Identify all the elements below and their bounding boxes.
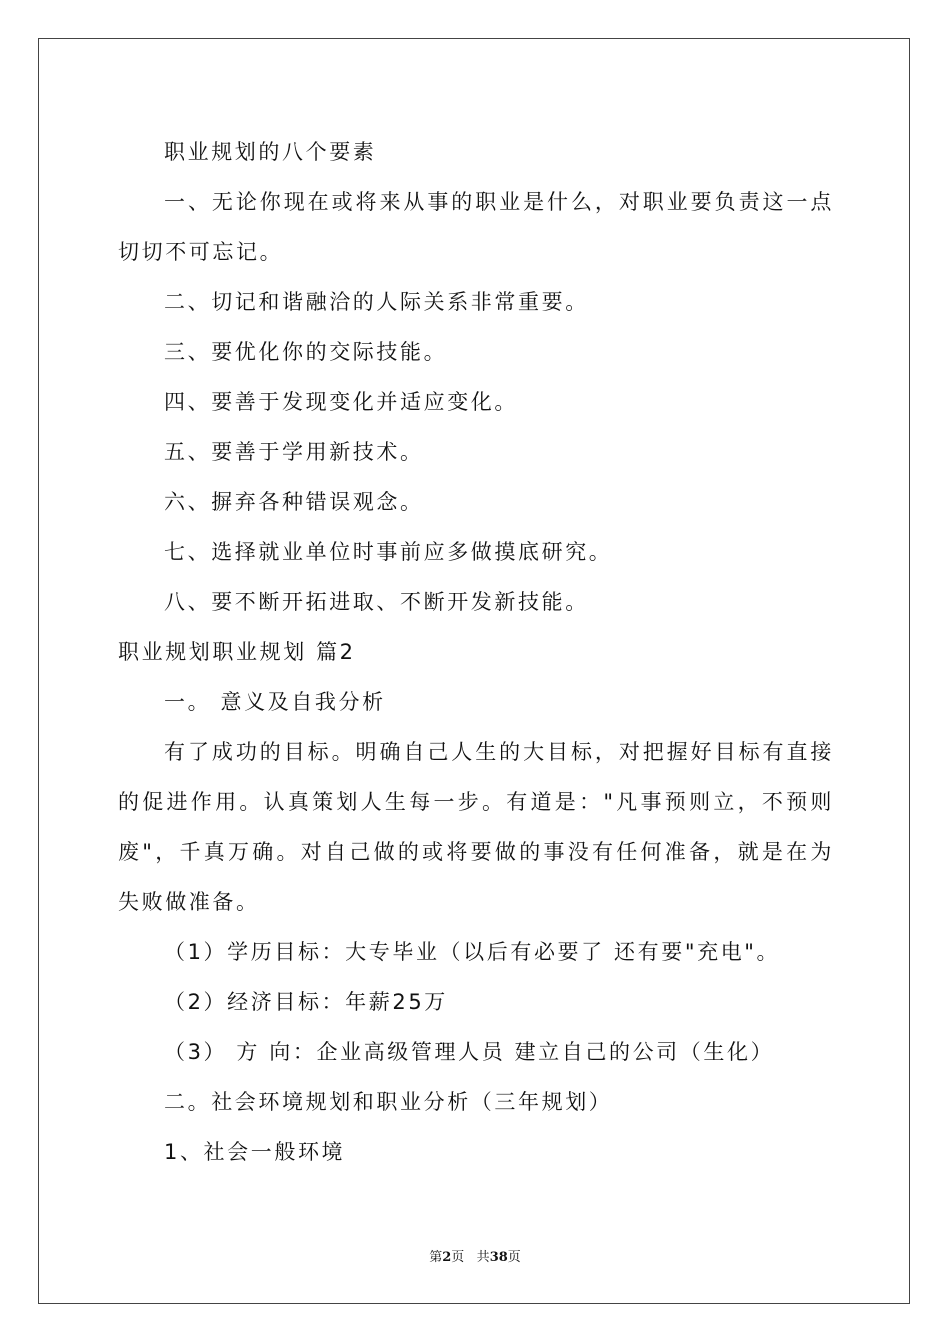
paragraph-goals: 有了成功的目标。明确自己人生的大目标，对把握好目标有直接的促进作用。认真策划人生每一步。有道是："凡事预则立，不预则废"，千真万确。对自己做的或将要做的事没有任何准备，就是在为失败做准备。 — [118, 740, 834, 914]
paragraph-element-1: 一、无论你现在或将来从事的职业是什么，对职业要负责这一点切切不可忘记。 — [118, 190, 834, 264]
paragraph-element-2: 二、切记和谐融洽的人际关系非常重要。 — [164, 290, 589, 314]
paragraph-element-4: 四、要善于发现变化并适应变化。 — [164, 390, 518, 414]
paragraph-element-7: 七、选择就业单位时事前应多做摸底研究。 — [164, 540, 613, 564]
list-item-economic-goal: （2）经济目标：年薪25万 — [164, 990, 448, 1014]
page-number: 2 — [442, 1250, 452, 1265]
paragraph-element-5: 五、要善于学用新技术。 — [164, 440, 424, 464]
page-footer — [0, 1246, 950, 1265]
list-item-direction: （3） 方 向：企业高级管理人员 建立自己的公司（生化） — [164, 1040, 775, 1064]
paragraph-element-3: 三、要优化你的交际技能。 — [164, 340, 448, 364]
paragraph-element-8: 八、要不断开拓进取、不断开发新技能。 — [164, 590, 589, 614]
page-suffix: 页 — [451, 1250, 465, 1265]
article-title-part-2: 职业规划职业规划 篇2 — [118, 640, 356, 664]
page-prefix: 第 — [429, 1250, 443, 1265]
list-item-education-goal: （1）学历目标：大专毕业（以后有必要了 还有要"充电"。 — [164, 940, 781, 964]
section-heading-eight-elements: 职业规划的八个要素 — [164, 140, 377, 164]
section-heading-social-environment: 二。社会环境规划和职业分析（三年规划） — [164, 1090, 613, 1114]
subsection-heading-general-environment: 1、社会一般环境 — [164, 1140, 346, 1164]
total-suffix: 页 — [507, 1250, 521, 1265]
total-prefix: 共 — [476, 1250, 490, 1265]
document-body — [118, 127, 834, 1177]
total-pages: 38 — [489, 1250, 508, 1265]
paragraph-element-6: 六、摒弃各种错误观念。 — [164, 490, 424, 514]
section-heading-self-analysis: 一。 意义及自我分析 — [164, 690, 386, 714]
